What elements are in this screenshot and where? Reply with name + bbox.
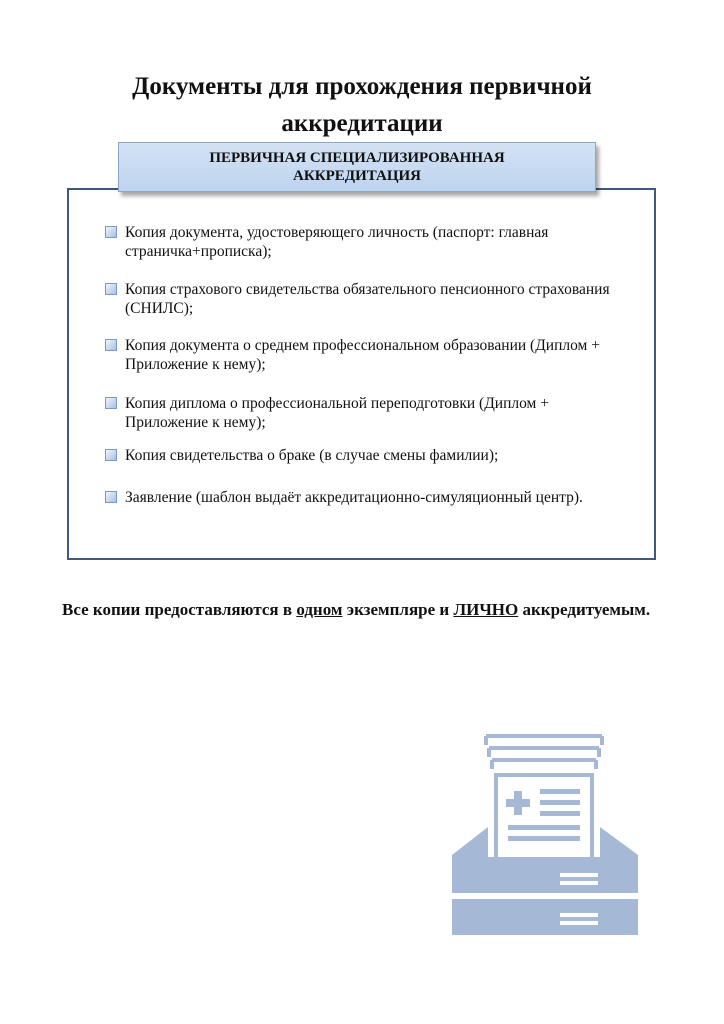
square-bullet-icon [105,449,117,461]
list-item-text: Заявление (шаблон выдаёт аккредитационно-симуляционный центр). [125,489,583,506]
square-bullet-icon [105,283,117,295]
copies-note [62,596,662,623]
note-text: аккредитуемым. [518,600,651,619]
square-bullet-icon [105,397,117,409]
note-text: экземпляре и [342,600,454,619]
list-item [105,394,615,432]
square-bullet-icon [105,491,117,503]
list-item-text: Копия страхового свидетельства обязательного пенсионного страхования (СНИЛС); [125,281,610,317]
banner-label: ПЕРВИЧНАЯ СПЕЦИАЛИЗИРОВАННАЯ АККРЕДИТАЦИЯ [209,150,505,184]
page-title: Документы для прохождения первичной аккредитации [132,73,592,137]
list-item [105,488,615,507]
accreditation-type-banner [118,142,596,192]
note-emphasis: ЛИЧНО [453,600,519,619]
square-bullet-icon [105,226,117,238]
list-item-text: Копия документа о среднем профессиональном образовании (Диплом + Приложение к нему); [125,337,600,373]
list-item [105,336,615,374]
list-item [105,280,615,318]
note-text: Все копии предоставляются в [62,600,297,619]
document-archive-icon [452,733,640,937]
note-emphasis: одном [296,600,343,619]
list-item [105,446,615,465]
list-item-text: Копия диплома о профессиональной переподготовки (Диплом + Приложение к нему); [125,395,549,431]
square-bullet-icon [105,339,117,351]
list-item-text: Копия свидетельства о браке (в случае смены фамилии); [125,447,499,464]
list-item [105,223,615,261]
list-item-text: Копия документа, удостоверяющего личность (паспорт: главная страничка+прописка); [125,224,549,260]
